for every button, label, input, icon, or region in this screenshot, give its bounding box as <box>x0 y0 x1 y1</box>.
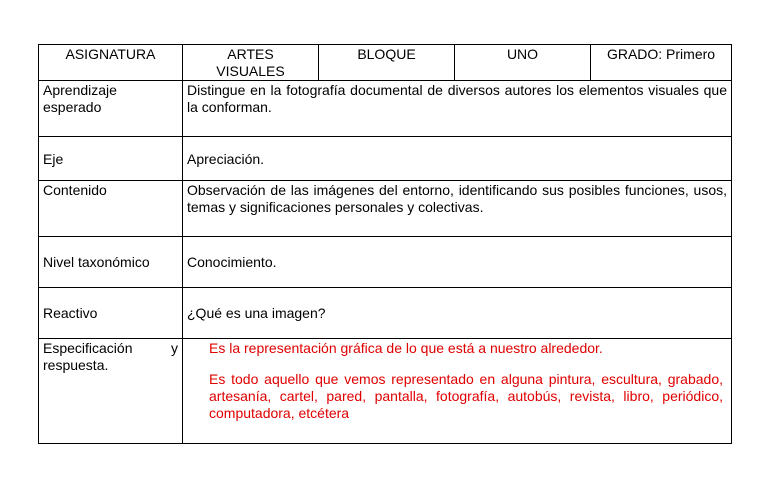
row-value-aprendizaje: Distingue en la fotografía documental de diversos autores los elementos visuales que la conforman. <box>183 81 732 137</box>
table-row <box>39 237 732 288</box>
table-row <box>39 339 732 444</box>
row-value-eje: Apreciación. <box>183 137 732 181</box>
row-label-nivel: Nivel taxonómico <box>39 237 183 288</box>
row-label-reactivo: Reactivo <box>39 288 183 339</box>
row-value-reactivo: ¿Qué es una imagen? <box>183 288 732 339</box>
asignatura-label: ASIGNATURA <box>39 45 183 81</box>
answer-2: Es todo aquello que vemos representado en alguna pintura, escultura, grabado, artesanía, cartel, pared, pantalla, fotografía, autobús, revista, libro, periódico, computadora, etcétera <box>209 371 723 421</box>
table-row <box>39 81 732 137</box>
header-row <box>39 45 732 81</box>
answer-cell <box>183 339 732 444</box>
asignatura-value: ARTES VISUALES <box>183 45 319 81</box>
table-row <box>39 137 732 181</box>
row-label-eje: Eje <box>39 137 183 181</box>
row-label-contenido: Contenido <box>39 181 183 237</box>
table-row <box>39 181 732 237</box>
bloque-value: UNO <box>455 45 591 81</box>
row-label-aprendizaje: Aprendizaje esperado <box>39 81 183 137</box>
answer-1: Es la representación gráfica de lo que está a nuestro alrededor. <box>209 340 603 356</box>
bloque-label: BLOQUE <box>319 45 455 81</box>
row-value-nivel: Conocimiento. <box>183 237 732 288</box>
table-row <box>39 288 732 339</box>
row-value-contenido: Observación de las imágenes del entorno, identificando sus posibles funciones, usos, temas y significaciones personales y colectivas. <box>183 181 732 237</box>
row-label-especificacion: Especificación y respuesta. <box>39 339 183 444</box>
lesson-table <box>38 44 732 444</box>
grado-cell: GRADO: Primero <box>591 45 732 81</box>
